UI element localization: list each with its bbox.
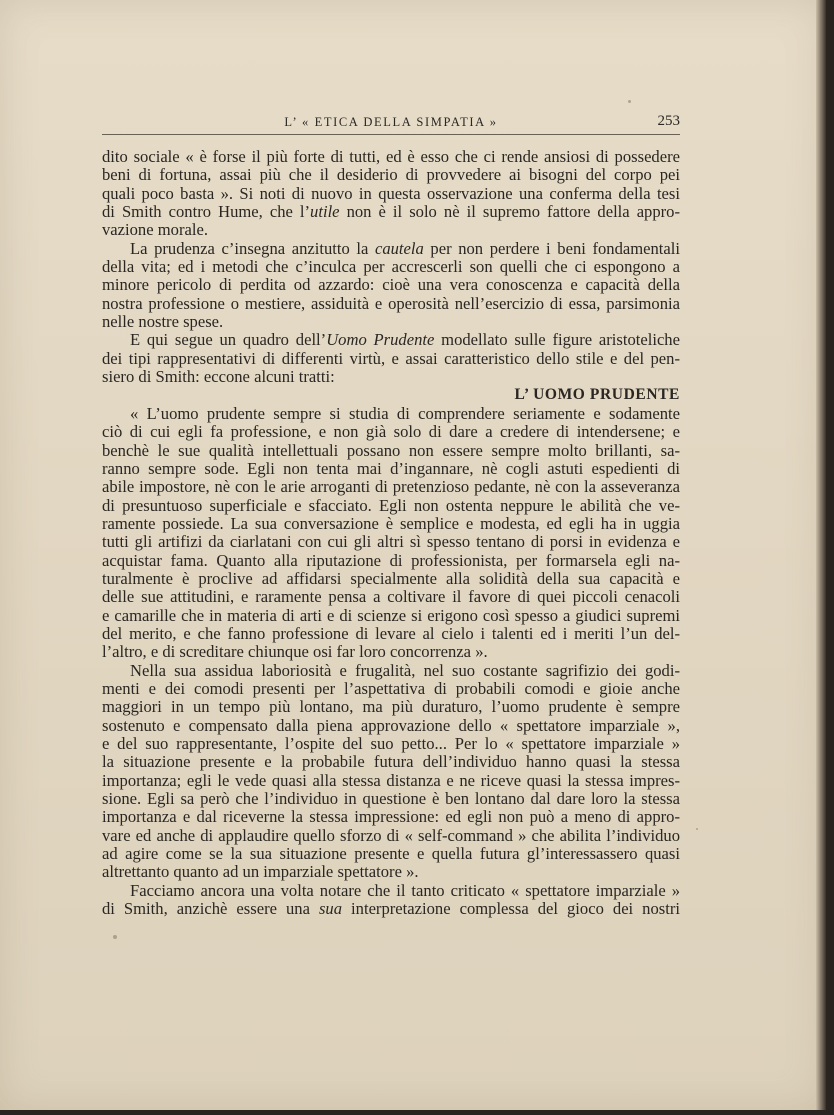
- text-line: nostra professione o mestiere, assiduità e operosità nell’esercizio di essa, parsimonia: [102, 293, 680, 313]
- text-line: l’altro, e di screditare chiunque osi far loro concorrenza ».: [102, 642, 488, 662]
- text-line: Nella sua assidua laboriosità e frugalità, nel suo costante sagrifizio dei godi-: [130, 660, 680, 680]
- text-line: dito sociale « è forse il più forte di tutti, ed è esso che ci rende ansiosi di possedere: [102, 147, 680, 166]
- text-line: la situazione presente e la probabile futura dell’individuo hanno quasi la stessa: [102, 752, 680, 772]
- text-line: quali poco basta ». Si noti di nuovo in questa osservazione una conferma della tesi: [102, 183, 680, 203]
- body-text: [102, 148, 680, 918]
- text-line: Facciamo ancora una volta notare che il tanto criticato « spettatore imparziale »: [130, 880, 680, 900]
- paper-speck: [113, 935, 117, 939]
- text-line: acquistar fama. Quanto alla riputazione di professionista, per formarsela egli na-: [102, 550, 680, 570]
- page-number: 253: [657, 113, 680, 129]
- paper-speck: [696, 828, 698, 830]
- text-line: di Smith, anzichè essere una sua interpretazione complessa del gioco dei nostri: [102, 899, 680, 919]
- text-line: menti e dei comodi presenti per l’aspettativa di probabili comodi e gioie anche: [102, 678, 680, 698]
- text-line: vare ed anche di applaudire quello sforzo di « self-command » che abilita l’individuo: [102, 825, 680, 845]
- text-line: importanza; egli le vede quasi alla stessa distanza e ne riceve quasi la stessa impres-: [102, 770, 680, 790]
- text-line: ranno sempre sode. Egli non tenta mai d’ingannare, nè cogli astuti espedienti di: [102, 458, 680, 478]
- text-line: ciò di cui egli fa professione, e non già solo di dare a credere di intendersene; e: [102, 422, 680, 442]
- italic-term: sua: [318, 899, 343, 919]
- text-line: maggiori in un tempo più lontano, ma più duraturo, l’uomo prudente è sempre: [102, 697, 680, 717]
- italic-term: utile: [310, 202, 340, 222]
- text-line: di Smith contro Hume, che l’utile non è il solo nè il supremo fattore della appro-: [102, 202, 681, 222]
- text-line: altrettanto quanto ad un imparziale spettatore ».: [102, 862, 419, 882]
- text-line: ramente possiede. La sua conversazione è semplice e modesta, ed egli ha in uggia: [102, 513, 680, 533]
- running-title: L’ « ETICA DELLA SIMPATIA »: [284, 115, 498, 129]
- text-line: « L’uomo prudente sempre si studia di comprendere seriamente e sodamente: [130, 403, 680, 423]
- text-line: ad agire come se la sua situazione presente e quella futura gl’interessassero quasi: [102, 844, 680, 864]
- running-header: [102, 110, 680, 135]
- text-line: di presuntuoso superficiale e sfacciato. Egli non ostenta neppure le abilità che ve-: [102, 495, 680, 515]
- text-line: nelle nostre spese.: [102, 312, 224, 332]
- text-line: sione. Egli sa però che l’individuo in questione è ben lontano dal dare loro la stessa: [102, 789, 680, 809]
- text-line: turalmente è proclive ad affidarsi specialmente alla solidità della sua capacità e: [102, 568, 680, 588]
- text-line: e camarille che in materia di arti e di scienze si erigono così spesso a giudici supremi: [102, 605, 680, 625]
- italic-term: Uomo Prudente: [326, 330, 435, 350]
- text-line: siero di Smith: eccone alcuni tratti:: [102, 367, 335, 387]
- text-line: minore pericolo di perdita od azzardo: cioè una vera conoscenza e capacità della: [102, 275, 680, 295]
- section-heading: L’ UOMO PRUDENTE: [514, 386, 680, 404]
- text-line: e del suo rappresentante, l’ospite del suo petto... Per lo « spettatore imparziale »: [102, 734, 680, 753]
- text-line: vazione morale.: [102, 220, 208, 240]
- italic-term: cautela: [374, 238, 424, 258]
- text-line: E qui segue un quadro dell’Uomo Prudente modellato sulle figure aristoteliche: [130, 330, 680, 350]
- text-line: dei tipi rappresentativi di differenti virtù, e assai caratteristico dello stile e del pen-: [102, 348, 680, 368]
- text-line: La prudenza c’insegna anzitutto la cautela per non perdere i beni fondamentali: [130, 238, 681, 258]
- text-line: importanza e dal riceverne la stessa impressione: ed egli non può a meno di appro-: [102, 807, 680, 827]
- text-line: delle sue attitudini, e raramente pensa a coltivare il favore di quei piccoli cenacoli: [102, 587, 680, 607]
- text-line: beni di fortuna, assai più che il desiderio di provvedere ai bisogni del corpo pei: [102, 165, 680, 185]
- text-line: della vita; ed i metodi che c’inculca per accrescerli son quelli che ci espongono a: [102, 257, 680, 277]
- text-line: benchè le sue qualità intellettuali possano non essere sempre molto brillanti, sa-: [102, 440, 680, 460]
- text-line: abile impostore, nè con le arie arroganti di pretenzioso pedante, nè con la asseveranza: [102, 477, 680, 497]
- text-line: sostenuto e compensato dalla piena approvazione dello « spettatore imparziale »,: [102, 715, 680, 735]
- text-line: del merito, e che fanno professione di levare al cielo i talenti ed i meriti l’un del-: [102, 623, 680, 643]
- text-line: tutti gli artifizi da ciarlatani con cui gli altri sì spesso tentano di porsi in evidenza e: [102, 532, 680, 552]
- paper-speck: [628, 100, 631, 103]
